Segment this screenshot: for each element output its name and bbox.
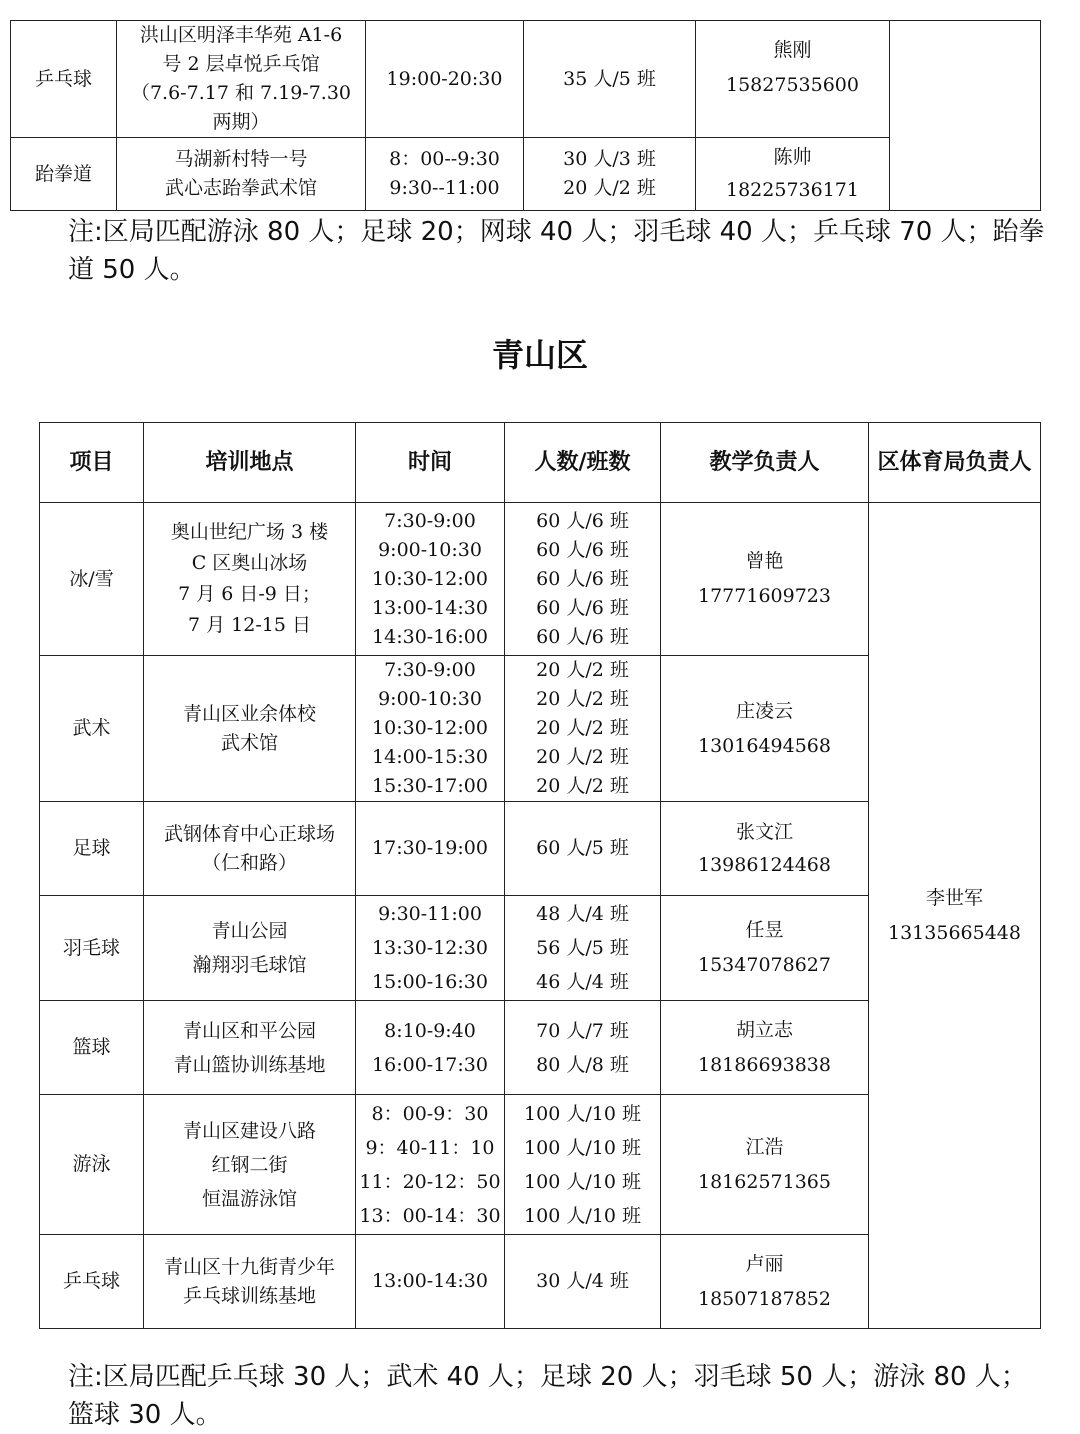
sport-cell: 跆拳道: [11, 138, 117, 211]
time-cell: 8：00--9:30 9:30--11:00: [366, 138, 524, 211]
teacher-cell: 曾艳 17771609723: [661, 503, 869, 656]
header-teacher: 教学负责人: [661, 423, 869, 503]
capacity-cell: 60 人/6 班 60 人/6 班 60 人/6 班 60 人/6 班 60 人/6 班: [505, 503, 661, 656]
location-cell: 武钢体育中心正球场 （仁和路）: [144, 802, 356, 896]
capacity-cell: 35 人/5 班: [524, 21, 696, 138]
table-row: [40, 503, 1041, 656]
time-cell: 17:30-19:00: [356, 802, 505, 896]
hongshan-schedule-table: [10, 20, 1041, 211]
sport-cell: 乒乓球: [40, 1235, 144, 1329]
header-bureau: 区体育局负责人: [869, 423, 1041, 503]
header-location: 培训地点: [144, 423, 356, 503]
time-cell: 8:10-9:40 16:00-17:30: [356, 1001, 505, 1095]
table-row: [11, 138, 1041, 211]
teacher-cell: 熊刚 15827535600: [696, 21, 890, 138]
sport-cell: 乒乓球: [11, 21, 117, 138]
location-cell: 青山区和平公园 青山篮协训练基地: [144, 1001, 356, 1095]
location-cell: 青山区业余体校 武术馆: [144, 656, 356, 802]
qingshan-schedule-table: [39, 422, 1041, 1329]
sport-cell: 篮球: [40, 1001, 144, 1095]
sport-cell: 游泳: [40, 1095, 144, 1235]
bureau-name: 李世军: [925, 886, 983, 909]
bureau-cell: [890, 21, 1041, 211]
capacity-cell: 30 人/4 班: [505, 1235, 661, 1329]
header-time: 时间: [356, 423, 505, 503]
teacher-cell: 卢丽 18507187852: [661, 1235, 869, 1329]
time-cell: 13:00-14:30: [356, 1235, 505, 1329]
teacher-cell: 张文江 13986124468: [661, 802, 869, 896]
table-header-row: [40, 423, 1041, 503]
location-cell: 青山区建设八路 红钢二街 恒温游泳馆: [144, 1095, 356, 1235]
capacity-cell: 30 人/3 班 20 人/2 班: [524, 138, 696, 211]
time-cell: 7:30-9:00 9:00-10:30 10:30-12:00 14:00-15:30 15:30-17:00: [356, 656, 505, 802]
capacity-cell: 60 人/5 班: [505, 802, 661, 896]
time-cell: 19:00-20:30: [366, 21, 524, 138]
capacity-cell: 20 人/2 班 20 人/2 班 20 人/2 班 20 人/2 班 20 人/2 班: [505, 656, 661, 802]
location-cell: 马湖新村特一号 武心志跆拳武术馆: [117, 138, 366, 211]
teacher-cell: 胡立志 18186693838: [661, 1001, 869, 1095]
qingshan-note: 注:区局匹配乒乓球 30 人；武术 40 人；足球 20 人；羽毛球 50 人；游泳 80 人；篮球 30 人。: [68, 1362, 1027, 1430]
teacher-cell: 陈帅 18225736171: [696, 138, 890, 211]
location-cell: 奥山世纪广场 3 楼 C 区奥山冰场 7 月 6 日-9 日； 7 月 12-15 日: [144, 503, 356, 656]
capacity-cell: 48 人/4 班 56 人/5 班 46 人/4 班: [505, 896, 661, 1001]
teacher-cell: 江浩 18162571365: [661, 1095, 869, 1235]
capacity-cell: 70 人/7 班 80 人/8 班: [505, 1001, 661, 1095]
location-cell: 青山区十九街青少年 乒乓球训练基地: [144, 1235, 356, 1329]
sport-cell: 冰/雪: [40, 503, 144, 656]
time-cell: 8：00-9：30 9：40-11：10 11：20-12：50 13：00-14：30: [356, 1095, 505, 1235]
capacity-cell: 100 人/10 班 100 人/10 班 100 人/10 班 100 人/10 班: [505, 1095, 661, 1235]
header-sport: 项目: [40, 423, 144, 503]
time-cell: 9:30-11:00 13:30-12:30 15:00-16:30: [356, 896, 505, 1001]
teacher-cell: 任昱 15347078627: [661, 896, 869, 1001]
district-title: 青山区: [491, 336, 588, 374]
location-cell: 青山公园 瀚翔羽毛球馆: [144, 896, 356, 1001]
hongshan-note: 注:区局匹配游泳 80 人；足球 20；网球 40 人；羽毛球 40 人；乒乓球 70 人；跆拳道 50 人。: [68, 217, 1045, 285]
sport-cell: 羽毛球: [40, 896, 144, 1001]
table-row: [11, 21, 1041, 138]
sport-cell: 武术: [40, 656, 144, 802]
sport-cell: 足球: [40, 802, 144, 896]
bureau-cell: [869, 503, 1041, 1329]
header-capacity: 人数/班数: [505, 423, 661, 503]
teacher-cell: 庄凌云 13016494568: [661, 656, 869, 802]
time-cell: 7:30-9:00 9:00-10:30 10:30-12:00 13:00-14:30 14:30-16:00: [356, 503, 505, 656]
bureau-phone: 13135665448: [888, 921, 1021, 944]
location-cell: 洪山区明泽丰华苑 A1-6 号 2 层卓悦乒乓馆 （7.6-7.17 和 7.19-7.30 两期）: [117, 21, 366, 138]
